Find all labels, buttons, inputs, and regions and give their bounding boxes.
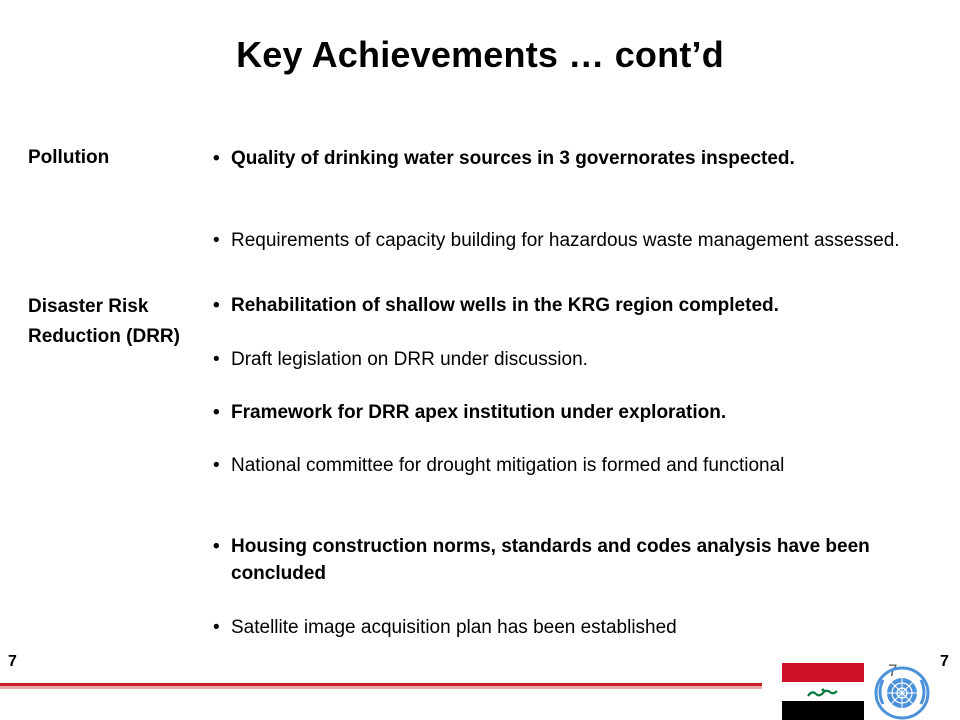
page-number-right: 7: [940, 653, 949, 670]
page-number-logo: 7: [888, 661, 898, 680]
footer-bar-stripe: [0, 686, 762, 689]
list-item: • Housing construction norms, standards and codes analysis have been concluded: [210, 533, 940, 587]
page-title: Key Achievements … cont’d: [236, 34, 724, 75]
flag-emblem-icon: [782, 663, 864, 720]
list-item: • Requirements of capacity building for hazardous waste management assessed.: [210, 227, 940, 254]
list-item: • National committee for drought mitigation is formed and functional: [210, 452, 940, 479]
section-label-drr: Disaster Risk Reduction (DRR): [28, 296, 180, 347]
list-item: • Draft legislation on DRR under discussion.: [210, 346, 940, 373]
list-item: • Framework for DRR apex institution under exploration.: [210, 399, 940, 426]
footer-bar: [0, 683, 762, 689]
list-item: • Satellite image acquisition plan has been established: [210, 614, 940, 641]
list-item: • Quality of drinking water sources in 3 governorates inspected.: [210, 145, 940, 172]
page-number-left: 7: [8, 653, 17, 670]
list-item: • Rehabilitation of shallow wells in the KRG region completed.: [210, 292, 940, 319]
un-emblem-icon: [873, 664, 931, 720]
iraq-flag: [782, 663, 864, 720]
section-label-pollution: Pollution: [28, 147, 110, 168]
